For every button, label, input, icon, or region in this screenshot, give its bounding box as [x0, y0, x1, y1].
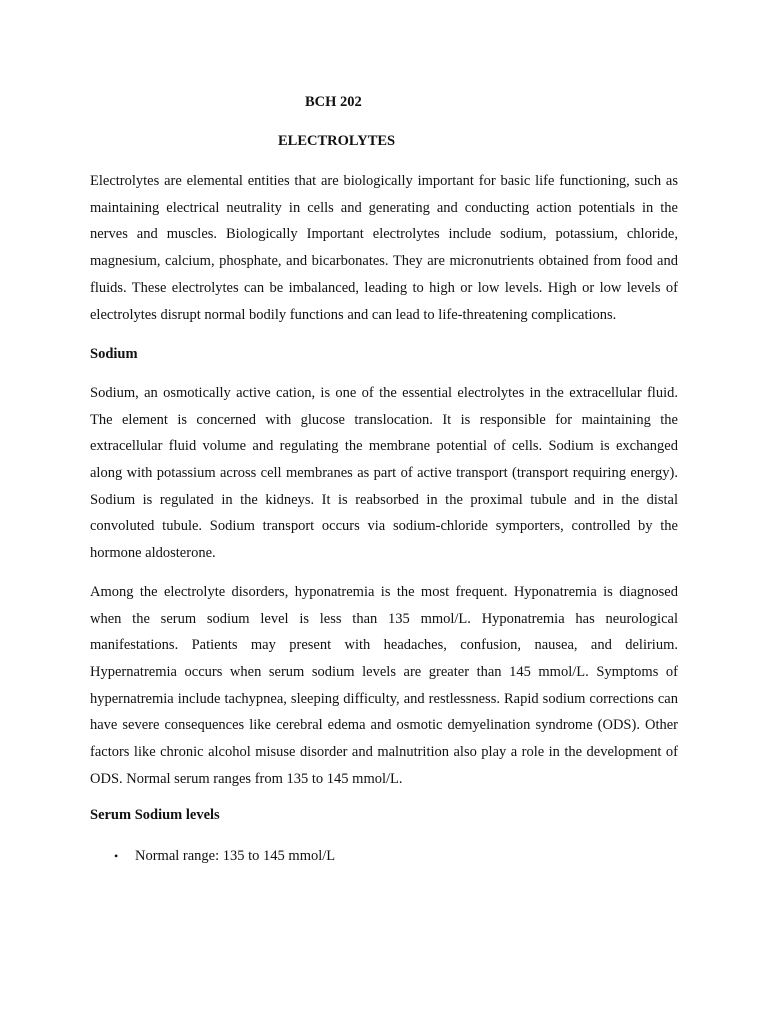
bullet-icon: •: [114, 849, 119, 864]
sodium-heading: Sodium: [90, 346, 138, 363]
course-code: BCH 202: [305, 94, 362, 110]
serum-sodium-levels-list: [90, 843, 678, 870]
sodium-paragraph-1: Sodium, an osmotically active cation, is one of the essential electrolytes in the extracellular fluid. The element is concerned with glucose translocation. It is responsible for maintaining the extracellular fluid volume and regulating the membrane potential of cells. Sodium is exchanged along with potassium across cell membranes as part of active transport (transport requiring energy). Sodium is regulated in the kidneys. It is reabsorbed in the proximal tubule and in the distal convoluted tubule. Sodium transport occurs via sodium-chloride symporters, controlled by the hormone aldosterone.: [90, 384, 678, 562]
sodium-paragraph-2: Among the electrolyte disorders, hyponatremia is the most frequent. Hyponatremia is diagnosed when the serum sodium level is less than 135 mmol/L. Hyponatremia has neurological manifestations. Patients may present with headaches, confusion, nausea, and delirium. Hypernatremia occurs when serum sodium levels are greater than 145 mmol/L. Symptoms of hypernatremia include tachypnea, sleeping difficulty, and restlessness. Rapid sodium corrections can have severe consequences like cerebral edema and osmotic demyelination syndrome (ODS). Other factors like chronic alcohol misuse disorder and malnutrition also play a role in the development of ODS. Normal serum ranges from 135 to 145 mmol/L.: [90, 583, 678, 787]
document-content: [90, 92, 678, 870]
list-item-text: Normal range: 135 to 145 mmol/L: [135, 848, 336, 865]
serum-sodium-levels-heading: Serum Sodium levels: [90, 807, 220, 824]
document-title: ELECTROLYTES: [278, 133, 396, 149]
list-item: [90, 843, 678, 870]
intro-paragraph: Electrolytes are elemental entities that are biologically important for basic life functioning, such as maintaining electrical neutrality in cells and generating and conducting action potentials in the nerves and muscles. Biologically Important electrolytes include sodium, potassium, chloride, magnesium, calcium, phosphate, and bicarbonates. They are micronutrients obtained from food and fluids. These electrolytes can be imbalanced, leading to high or low levels. High or low levels of electrolytes disrupt normal bodily functions and can lead to life-threatening complications.: [90, 173, 678, 323]
